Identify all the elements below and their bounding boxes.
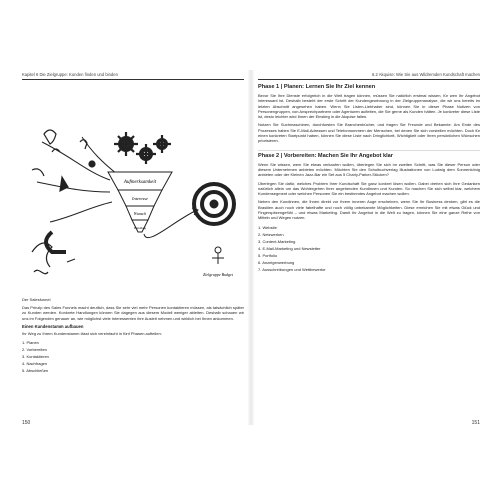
channel-item: 3. Content-Marketing xyxy=(258,238,296,244)
funnel-row-2: Interesse xyxy=(131,196,149,201)
channel-item: 5. Portfolio xyxy=(258,252,278,258)
funnel-row-4: Handlung xyxy=(134,226,146,230)
phase-item: 2. Vorbereiten xyxy=(22,347,47,353)
phase-item: 4. Nachfragen xyxy=(22,361,48,367)
left-heading: Einen Kundenstamm aufbauen xyxy=(22,323,84,329)
right-running-head: 6.2 Akquise: Wie Sie aus Wildremden Kundschaft machen xyxy=(258,72,480,80)
channel-list xyxy=(258,224,480,273)
phase2-paragraph-1: Wenn Sie wissen, wem Sie etwas verkaufen wollen, überlegen Sie sich im zweiten Schritt, was Sie dieser Person oder diesem Unternehmen anbieten möchten. Möchten Sie den Schulbuchverlag Illustrationen von Ludwig dem Sonnenkönig anbieten oder der Kleinen Jazz-Bar ein Set aus 5 Charly-Parker-Stücken? xyxy=(258,161,480,178)
phase-item: 3. Kontaktieren xyxy=(22,354,49,360)
left-paragraph-1: Das Prinzip des Sales Funnels macht deutlich, dass Sie sehr viel mehr Personen kontaktieren müssen, als tatsächlich später zu Kunden werden. Konkrete Handlungen können Sie dagegen aus diesem Modell weniger ableiten. Deshalb schauen wir uns im Folgenden genauer an, wie möglichst viele Interessenten ihre Ausleit nehmen und wirklich bei Ihnen ankommen. xyxy=(22,305,244,321)
channel-item: 4. E-Mail-Marketing und Newsletter xyxy=(258,245,321,251)
right-page xyxy=(258,72,480,426)
phase-list xyxy=(22,339,244,374)
phase1-title: Phase 1 | Planen: Lernen Sie Ihr Ziel kennen xyxy=(258,84,376,90)
figure-caption: Der Salesfunnel xyxy=(22,297,51,302)
left-intro: Ihr Weg zu Ihrem Kundenstamm lässt sich vereinfacht in fünf Phasen aufteilen: xyxy=(22,330,162,336)
left-running-head: Kapitel 6 Die Zielgruppe: Kunden finden und binden xyxy=(22,72,244,80)
phase1-paragraph-1: Bevor Sie Ihre Dienste erfolgreich in die Welt tragen können, müssen Sie natürlich erstmal wissen, für wen Ihr Angebot interessant ist. Deshalb besteht der erste Schritt der Kundengewinnung in der Zielgruppenanalyse, die wir uns bereits im letzten Abschnitt angesehen haben. Wenn Sie Listen-Liebhaber sind, können Sie in dieser Phase Notizen von Personengruppen, von Ansprechpartnern oder Agenturen aufleiten, die Sie gerne als Kunden hätten. Je konkreter diese Liste ist, desto leichter wird Ihnen der Einstieg in die Akquise fallen. xyxy=(258,93,480,120)
book-gutter xyxy=(248,70,254,425)
phase1-paragraph-2: Nutzen Sie Suchmaschinen, durchforsten Sie Branchenbücher, und fragen Sie Freunde und Bekannte. Am Ende des Prozesses haben Sie E-Mail-Adressen und Telefonnummern der Menschen, bei denen Sie sich vorstellen möchten. Doch für einen konkreten Startpunkt haben, können Sie diese Liste nach Dringlichkeit, Wichtigkeit oder Ihren persönlichen Wünschen priorisieren. xyxy=(258,122,480,144)
left-page xyxy=(22,72,244,426)
funnel-row-1: Aufmerksamkeit xyxy=(123,180,157,185)
sales-funnel-drawing xyxy=(22,82,244,297)
right-page-number: 151 xyxy=(471,420,480,426)
channel-item: 6. Anzeigenwerbung xyxy=(258,259,295,265)
channel-item: 1. Website xyxy=(258,224,277,230)
channel-item: 7. Ausschreibungen und Wettbewerbe xyxy=(258,266,326,272)
phase2-title: Phase 2 | Vorbereiten: Machen Sie Ihr Angebot klar xyxy=(258,150,480,159)
phase-item: 5. Abschließen xyxy=(22,368,49,374)
corner-note: Zielgruppe Budget xyxy=(203,272,233,277)
phase2-paragraph-2: Überlegen Sie dafür, welches Problem Ihrer Kundschaft Sie ganz konkret lösen wollen. Dabei drehen sich Ihre Gedanken natürlich allein um das Wohlergehen Ihrer angehenden Kundinnen und Kunden. So machen Sie sich selbst klar, welchem Kundensegment oder welchen Personen Sie ein bestimmtes Angebot machen wollen. xyxy=(258,180,480,197)
sales-funnel-illustration xyxy=(22,82,244,297)
phase2-paragraph-3: Neben den Kundinnen, die Ihnen direkt vor Ihrem inneren Auge erscheinen, wenn Sie Ihr Business denken, gibt es die Brasilien auch noch viele fabelhafte und noch völlig unbekannte Möglichkeiten. Diese erreichen Sie mit etwas Glück und Fingerspitzengefühl – und etwas Marketing. Damit Ihr Angebot in die Welt zu tragen, können Sie eine ganze Reihe von Mitteln und Wegen nutzen. xyxy=(258,199,480,221)
left-page-number: 150 xyxy=(22,420,31,426)
funnel-row-3: Wunsch xyxy=(133,211,147,216)
phase-item: 1. Planen xyxy=(22,340,39,346)
channel-item: 2. Netzwerken xyxy=(258,231,284,237)
